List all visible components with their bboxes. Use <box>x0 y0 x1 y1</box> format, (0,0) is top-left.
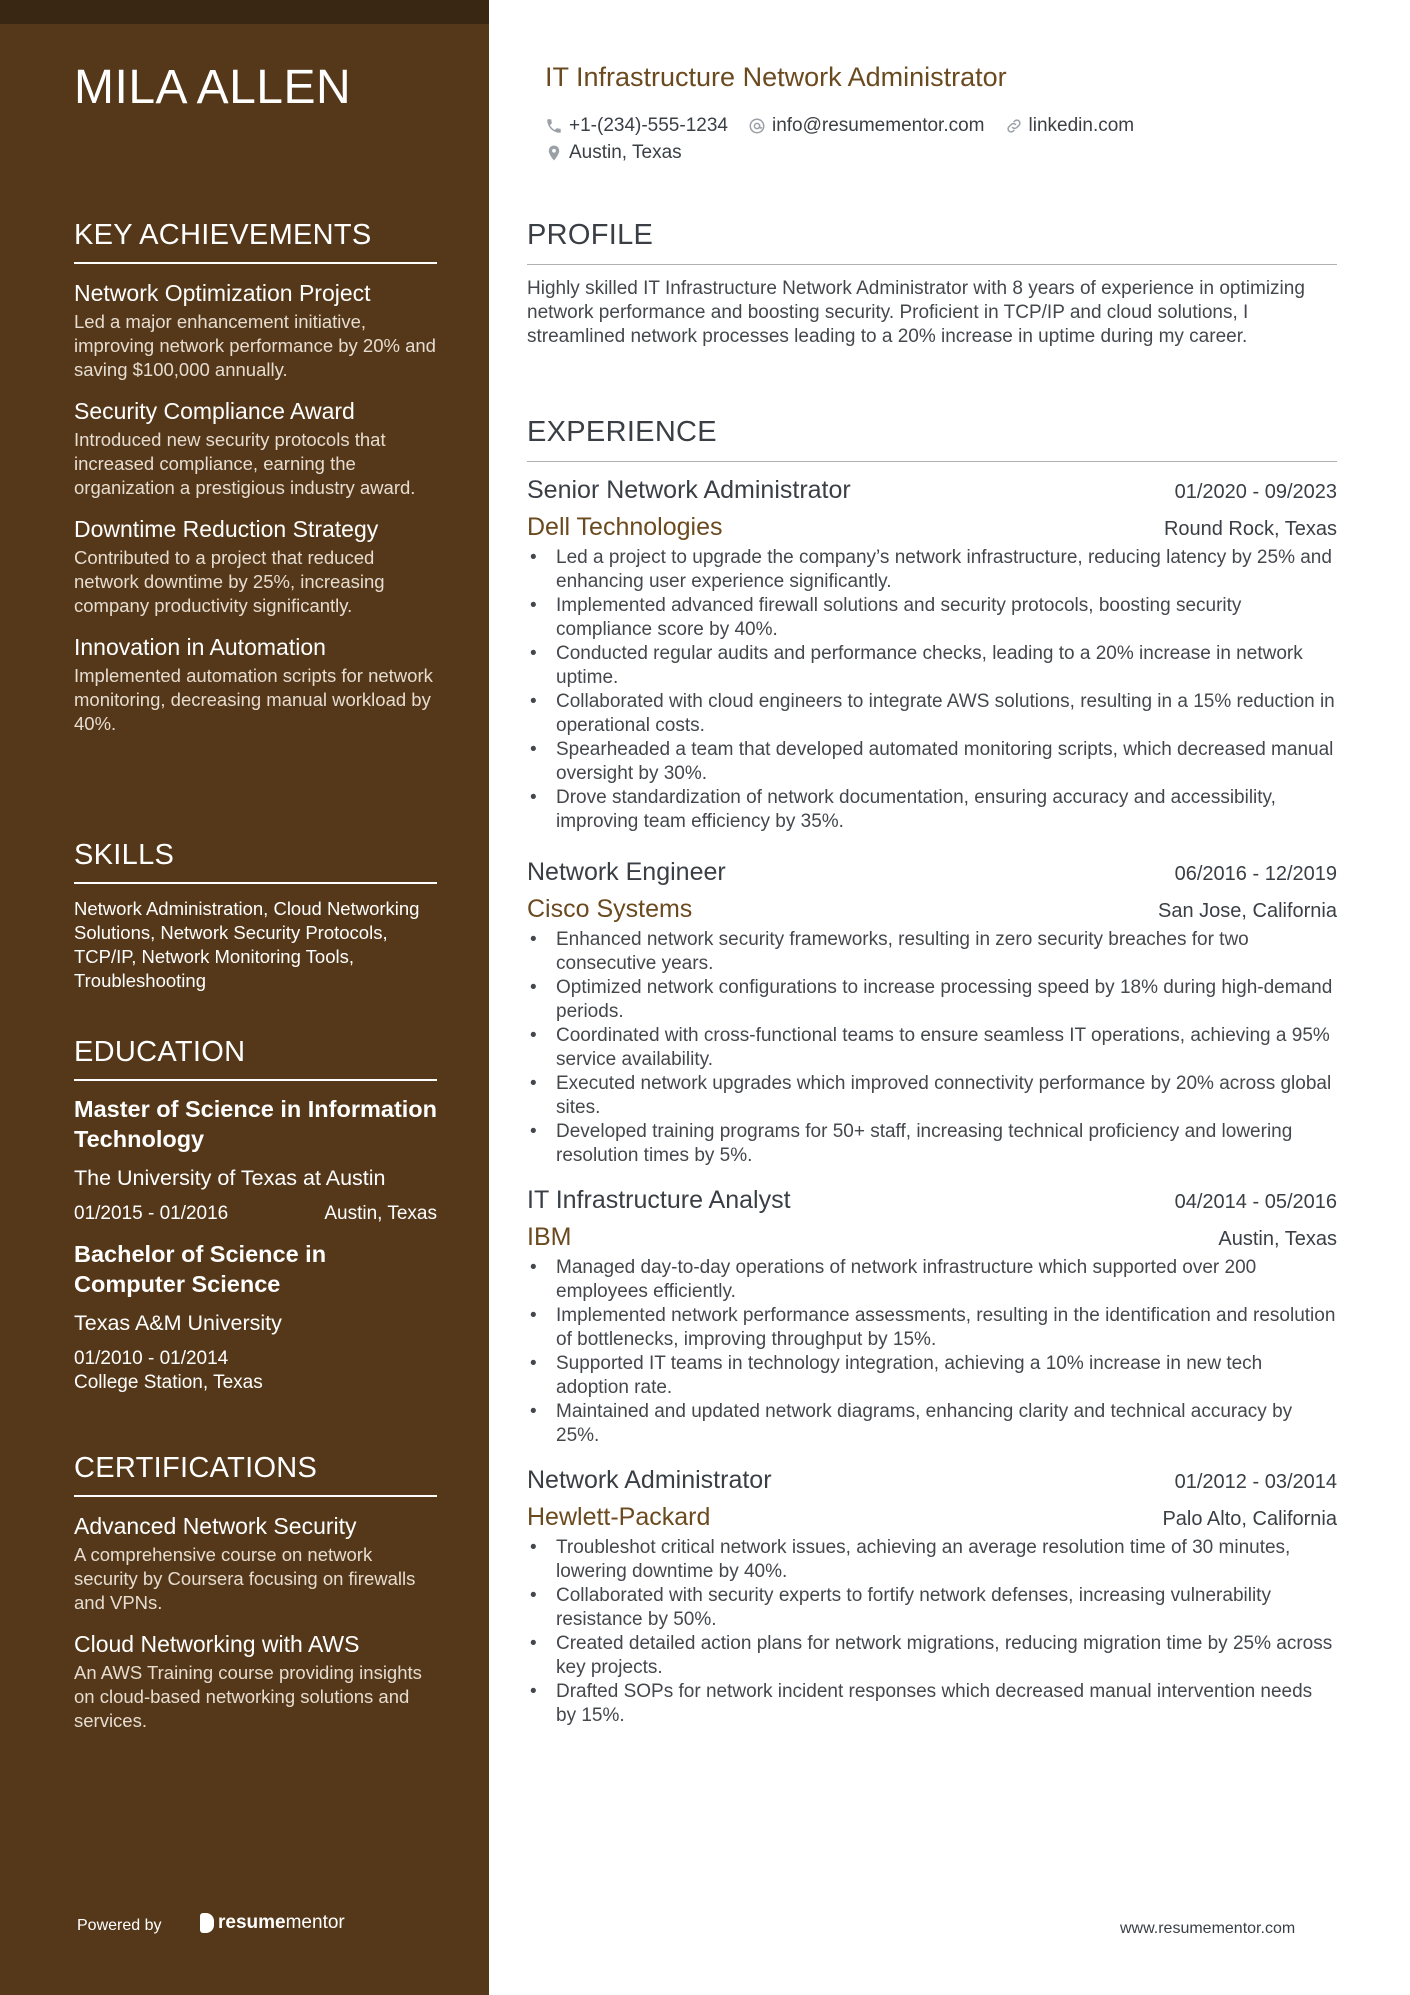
education-dates: 01/2015 - 01/2016 <box>74 1203 229 1224</box>
job-bullet: • Managed day-to-day operations of network infrastructure which supported over 200 employees efficiently. <box>527 1256 1337 1304</box>
key-achievements-section <box>74 216 437 736</box>
job-location: San Jose, California <box>1158 900 1337 922</box>
contact-phone[interactable] <box>545 112 728 139</box>
job-bullets <box>527 1536 1337 1728</box>
resumementor-logo-icon <box>200 1913 214 1933</box>
skills-list: Network Administration, Cloud Networking Solutions, Network Security Protocols, TCP/IP, Network Monitoring Tools, Troubleshooting <box>74 898 420 991</box>
job-bullet: • Implemented network performance assessments, resulting in the identification and resolution of bottlenecks, improving throughput by 15%. <box>527 1304 1337 1352</box>
job-bullet: • Developed training programs for 50+ staff, increasing technical proficiency and lowering resolution times by 5%. <box>527 1120 1337 1168</box>
education-location: Austin, Texas <box>324 1203 437 1224</box>
job-bullet: • Drove standardization of network documentation, ensuring accuracy and accessibility, improving team efficiency by 35%. <box>527 786 1337 834</box>
job-bullet: • Troubleshot critical network issues, achieving an average resolution time of 30 minutes, lowering downtime by 40%. <box>527 1536 1337 1584</box>
profile-section <box>527 216 1337 349</box>
job-bullet: • Drafted SOPs for network incident responses which decreased manual intervention needs by 15%. <box>527 1680 1337 1728</box>
certification-desc: An AWS Training course providing insights on cloud-based networking solutions and services. <box>74 1662 422 1731</box>
job-location: Austin, Texas <box>1218 1228 1337 1250</box>
footer-url-link[interactable]: www.resumementor.com <box>1120 1920 1296 1937</box>
job-bullet: • Enhanced network security frameworks, resulting in zero security breaches for two consecutive years. <box>527 928 1337 976</box>
experience-section <box>527 413 1337 1728</box>
job-entry <box>527 1464 1337 1728</box>
sidebar-top-bar <box>0 0 489 24</box>
job-location: Round Rock, Texas <box>1163 518 1337 540</box>
job-company: Dell Technologies <box>527 513 723 541</box>
job-bullet: • Executed network upgrades which improved connectivity performance by 20% across global sites. <box>527 1072 1337 1120</box>
job-role: Network Administrator <box>527 1466 772 1494</box>
education-school: The University of Texas at Austin <box>74 1166 386 1190</box>
location-pin-icon <box>545 144 563 162</box>
link-icon <box>1005 117 1023 135</box>
job-company: Cisco Systems <box>527 895 693 923</box>
achievement-desc: Contributed to a project that reduced network downtime by 25%, increasing company productivity significantly. <box>74 547 385 616</box>
job-bullet: • Optimized network configurations to increase processing speed by 18% during high-demand periods. <box>527 976 1337 1024</box>
education-heading: EDUCATION <box>74 1033 437 1081</box>
certification-item <box>74 1629 437 1733</box>
certifications-heading: CERTIFICATIONS <box>74 1449 437 1497</box>
job-bullet: • Collaborated with security experts to fortify network defenses, increasing vulnerability resistance by 50%. <box>527 1584 1337 1632</box>
job-company-row <box>527 894 1337 924</box>
achievement-item <box>74 396 437 500</box>
job-dates: 06/2016 - 12/2019 <box>1174 863 1337 885</box>
job-bullets <box>527 1256 1337 1448</box>
achievement-item <box>74 632 437 736</box>
contact-linkedin[interactable] <box>1005 112 1135 139</box>
education-dates: 01/2010 - 01/2014 <box>74 1348 229 1369</box>
achievement-title: Security Compliance Award <box>74 398 355 424</box>
contact-email[interactable] <box>748 112 985 139</box>
achievement-desc: Implemented automation scripts for network monitoring, decreasing manual workload by 40%. <box>74 665 433 734</box>
phone-text: +1-(234)-555-1234 <box>569 115 728 136</box>
job-header <box>527 1184 1337 1216</box>
job-header <box>527 856 1337 888</box>
contact-row <box>545 112 1305 139</box>
key-achievements-heading: KEY ACHIEVEMENTS <box>74 216 437 264</box>
achievement-desc: Introduced new security protocols that increased compliance, earning the organization a prestigious industry award. <box>74 429 416 498</box>
email-icon <box>748 117 766 135</box>
brand-regular: mentor <box>285 1912 345 1933</box>
job-entry <box>527 1184 1337 1448</box>
skills-section <box>74 836 437 993</box>
job-role: Network Engineer <box>527 858 726 886</box>
experience-heading: EXPERIENCE <box>527 413 1337 462</box>
job-bullet: • Supported IT teams in technology integration, achieving a 10% increase in new tech adoption rate. <box>527 1352 1337 1400</box>
certifications-section <box>74 1449 437 1733</box>
sidebar <box>0 0 489 1995</box>
job-bullet: • Led a project to upgrade the company’s network infrastructure, reducing latency by 25% and enhancing user experience significantly. <box>527 546 1337 594</box>
education-degree: Bachelor of Science in Computer Science <box>74 1241 327 1297</box>
job-location: Palo Alto, California <box>1162 1508 1337 1530</box>
education-location: College Station, Texas <box>74 1372 263 1393</box>
location-text: Austin, Texas <box>569 142 682 163</box>
certification-item <box>74 1511 437 1615</box>
job-bullets <box>527 546 1337 834</box>
job-company-row <box>527 1222 1337 1252</box>
job-company-row <box>527 1502 1337 1532</box>
job-company-row <box>527 512 1337 542</box>
achievement-item <box>74 278 437 382</box>
job-bullet: • Implemented advanced firewall solutions and security protocols, boosting security compliance score by 40%. <box>527 594 1337 642</box>
candidate-name: MILA ALLEN <box>74 61 352 114</box>
job-bullet: • Maintained and updated network diagrams, enhancing clarity and technical accuracy by 25%. <box>527 1400 1337 1448</box>
achievement-title: Downtime Reduction Strategy <box>74 516 379 542</box>
phone-icon <box>545 117 563 135</box>
achievement-title: Network Optimization Project <box>74 280 371 306</box>
contact-block <box>545 112 1305 166</box>
job-dates: 04/2014 - 05/2016 <box>1174 1191 1337 1213</box>
certification-desc: A comprehensive course on network security by Coursera focusing on firewalls and VPNs. <box>74 1544 416 1613</box>
education-section <box>74 1033 437 1395</box>
contact-row <box>545 139 1305 166</box>
certification-title: Advanced Network Security <box>74 1513 357 1539</box>
linkedin-text: linkedin.com <box>1028 115 1135 136</box>
job-bullet: • Created detailed action plans for network migrations, reducing migration time by 25% across key projects. <box>527 1632 1337 1680</box>
resumementor-logo[interactable] <box>200 1912 345 1934</box>
education-degree: Master of Science in Information Technology <box>74 1096 438 1152</box>
job-role: Senior Network Administrator <box>527 476 851 504</box>
job-bullet: • Collaborated with cloud engineers to integrate AWS solutions, resulting in a 15% reduction in operational costs. <box>527 690 1337 738</box>
profile-heading: PROFILE <box>527 216 1337 265</box>
job-bullet: • Spearheaded a team that developed automated monitoring scripts, which decreased manual oversight by 30%. <box>527 738 1337 786</box>
contact-location <box>545 139 682 166</box>
skills-heading: SKILLS <box>74 836 437 884</box>
education-item <box>74 1094 437 1226</box>
achievement-title: Innovation in Automation <box>74 634 326 660</box>
email-text: info@resumementor.com <box>771 115 985 136</box>
achievement-desc: Led a major enhancement initiative, improving network performance by 20% and saving $100,000 annually. <box>74 311 436 380</box>
job-dates: 01/2020 - 09/2023 <box>1174 481 1337 503</box>
job-title: IT Infrastructure Network Administrator <box>545 62 1007 92</box>
education-school: Texas A&M University <box>74 1311 282 1335</box>
job-entry <box>527 856 1337 1168</box>
job-bullet: • Conducted regular audits and performance checks, leading to a 20% increase in network uptime. <box>527 642 1337 690</box>
achievement-item <box>74 514 437 618</box>
job-role: IT Infrastructure Analyst <box>527 1186 791 1214</box>
brand-bold: resume <box>218 1912 286 1933</box>
certification-title: Cloud Networking with AWS <box>74 1631 360 1657</box>
profile-summary: Highly skilled IT Infrastructure Network Administrator with 8 years of experience in optimizing network performance and boosting security. Proficient in TCP/IP and cloud solutions, I streamlined network processes leading to a 20% increase in uptime during my career. <box>527 278 1305 347</box>
job-company: IBM <box>527 1223 572 1251</box>
education-meta <box>74 1202 437 1226</box>
job-company: Hewlett-Packard <box>527 1503 711 1531</box>
job-bullet: • Coordinated with cross-functional teams to ensure seamless IT operations, achieving a 95% service availability. <box>527 1024 1337 1072</box>
powered-by-label: Powered by <box>77 1917 162 1934</box>
job-entry <box>527 474 1337 834</box>
job-dates: 01/2012 - 03/2014 <box>1174 1471 1337 1493</box>
job-header <box>527 474 1337 506</box>
job-bullets <box>527 928 1337 1168</box>
job-header <box>527 1464 1337 1496</box>
education-item <box>74 1239 437 1395</box>
